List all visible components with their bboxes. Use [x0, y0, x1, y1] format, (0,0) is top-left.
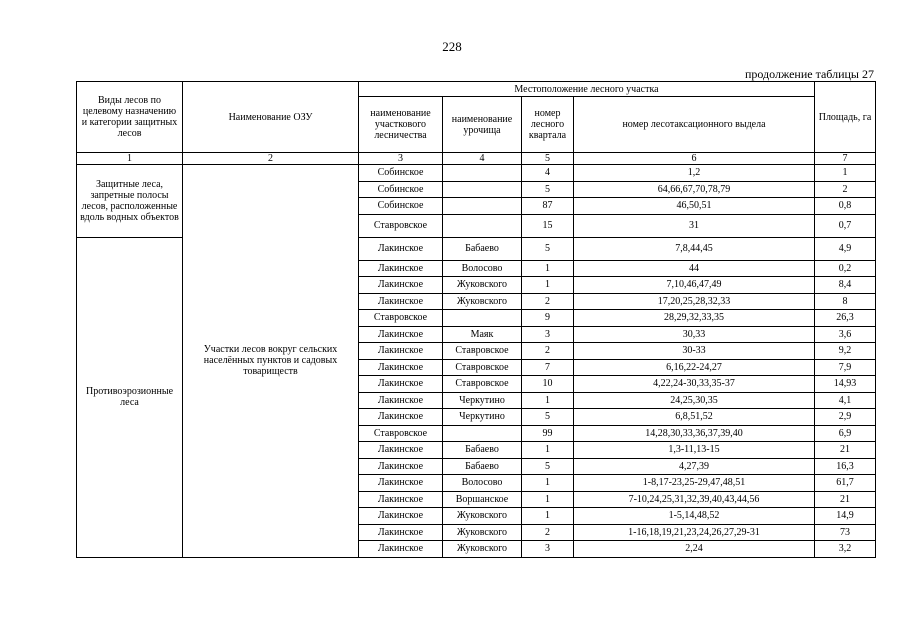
cell-forestry: Собинское: [359, 165, 443, 182]
table-row: [77, 165, 876, 182]
cell-forestry: Лакинское: [359, 376, 443, 393]
cell-quarter: 1: [522, 475, 574, 492]
table-continuation-label: продолжение таблицы 27: [744, 67, 874, 81]
cell-forestry: Ставровское: [359, 425, 443, 442]
cell-forestry: Лакинское: [359, 260, 443, 277]
cell-allotment: 28,29,32,33,35: [574, 310, 815, 327]
cell-tract: Ставровское: [443, 343, 522, 360]
cell-quarter: 1: [522, 491, 574, 508]
forest-type-cell: Противоэрозионные леса: [77, 237, 183, 557]
cell-forestry: Лакинское: [359, 343, 443, 360]
cell-quarter: 1: [522, 277, 574, 294]
cell-area: 16,3: [815, 458, 876, 475]
cell-forestry: Лакинское: [359, 277, 443, 294]
cell-forestry: Собинское: [359, 181, 443, 198]
cell-forestry: Лакинское: [359, 491, 443, 508]
cell-quarter: 1: [522, 392, 574, 409]
cell-area: 1: [815, 165, 876, 182]
cell-allotment: 7-10,24,25,31,32,39,40,43,44,56: [574, 491, 815, 508]
cell-quarter: 5: [522, 409, 574, 426]
cell-forestry: Лакинское: [359, 237, 443, 260]
cell-tract: Бабаево: [443, 237, 522, 260]
cell-allotment: 1,2: [574, 165, 815, 182]
header-tract: наименование урочища: [443, 97, 522, 153]
cell-quarter: 3: [522, 541, 574, 558]
cell-quarter: 5: [522, 458, 574, 475]
cell-allotment: 14,28,30,33,36,37,39,40: [574, 425, 815, 442]
cell-quarter: 2: [522, 293, 574, 310]
header-forest-type: Виды лесов по целевому назначению и категории защитных лесов: [77, 82, 183, 153]
cell-quarter: 1: [522, 508, 574, 525]
cell-tract: Бабаево: [443, 458, 522, 475]
col-number-2: 2: [183, 153, 359, 165]
cell-tract: Ставровское: [443, 376, 522, 393]
cell-forestry: Лакинское: [359, 458, 443, 475]
cell-forestry: Лакинское: [359, 409, 443, 426]
cell-forestry: Собинское: [359, 198, 443, 215]
cell-forestry: Лакинское: [359, 475, 443, 492]
cell-tract: Жуковского: [443, 293, 522, 310]
cell-tract: Волосово: [443, 475, 522, 492]
col-number-7: 7: [815, 153, 876, 165]
cell-tract: Жуковского: [443, 277, 522, 294]
cell-allotment: 2,24: [574, 541, 815, 558]
cell-area: 7,9: [815, 359, 876, 376]
cell-allotment: 31: [574, 214, 815, 237]
cell-tract: Волосово: [443, 260, 522, 277]
cell-area: 0,2: [815, 260, 876, 277]
header-ozu-name: Наименование ОЗУ: [183, 82, 359, 153]
cell-area: 14,93: [815, 376, 876, 393]
cell-allotment: 1-8,17-23,25-29,47,48,51: [574, 475, 815, 492]
cell-allotment: 1,3-11,13-15: [574, 442, 815, 459]
cell-allotment: 17,20,25,28,32,33: [574, 293, 815, 310]
col-number-5: 5: [522, 153, 574, 165]
header-location: Местоположение лесного участка: [359, 82, 815, 97]
cell-area: 3,2: [815, 541, 876, 558]
cell-area: 8: [815, 293, 876, 310]
cell-allotment: 6,8,51,52: [574, 409, 815, 426]
cell-tract: Жуковского: [443, 541, 522, 558]
header-quarter: номер лесного квартала: [522, 97, 574, 153]
cell-quarter: 2: [522, 524, 574, 541]
cell-quarter: 15: [522, 214, 574, 237]
col-number-1: 1: [77, 153, 183, 165]
cell-forestry: Ставровское: [359, 214, 443, 237]
page-number: 228: [442, 39, 462, 54]
cell-quarter: 7: [522, 359, 574, 376]
cell-area: 14,9: [815, 508, 876, 525]
cell-tract: [443, 214, 522, 237]
header-area: Площадь, га: [815, 82, 876, 153]
cell-area: 9,2: [815, 343, 876, 360]
cell-tract: Бабаево: [443, 442, 522, 459]
cell-allotment: 4,27,39: [574, 458, 815, 475]
cell-allotment: 30-33: [574, 343, 815, 360]
cell-allotment: 7,10,46,47,49: [574, 277, 815, 294]
cell-forestry: Лакинское: [359, 541, 443, 558]
cell-forestry: Ставровское: [359, 310, 443, 327]
cell-area: 73: [815, 524, 876, 541]
header-allotment: номер лесотаксационного выдела: [574, 97, 815, 153]
cell-forestry: Лакинское: [359, 326, 443, 343]
cell-area: 0,7: [815, 214, 876, 237]
cell-tract: Черкутино: [443, 392, 522, 409]
cell-forestry: Лакинское: [359, 442, 443, 459]
cell-area: 3,6: [815, 326, 876, 343]
cell-tract: Воршанское: [443, 491, 522, 508]
cell-area: 0,8: [815, 198, 876, 215]
cell-quarter: 2: [522, 343, 574, 360]
cell-area: 4,1: [815, 392, 876, 409]
cell-allotment: 1-16,18,19,21,23,24,26,27,29-31: [574, 524, 815, 541]
cell-allotment: 6,16,22-24,27: [574, 359, 815, 376]
cell-tract: [443, 310, 522, 327]
cell-allotment: 1-5,14,48,52: [574, 508, 815, 525]
cell-forestry: Лакинское: [359, 508, 443, 525]
cell-allotment: 64,66,67,70,78,79: [574, 181, 815, 198]
cell-quarter: 99: [522, 425, 574, 442]
cell-tract: [443, 165, 522, 182]
cell-area: 21: [815, 491, 876, 508]
cell-allotment: 30,33: [574, 326, 815, 343]
cell-area: 2: [815, 181, 876, 198]
cell-forestry: Лакинское: [359, 524, 443, 541]
cell-quarter: 87: [522, 198, 574, 215]
cell-allotment: 46,50,51: [574, 198, 815, 215]
cell-quarter: 4: [522, 165, 574, 182]
cell-allotment: 44: [574, 260, 815, 277]
cell-forestry: Лакинское: [359, 392, 443, 409]
forest-table: [76, 81, 876, 558]
cell-quarter: 1: [522, 260, 574, 277]
forest-type-cell: Защитные леса, запретные полосы лесов, расположенные вдоль водных объектов: [77, 165, 183, 238]
cell-area: 61,7: [815, 475, 876, 492]
cell-tract: [443, 181, 522, 198]
cell-quarter: 1: [522, 442, 574, 459]
cell-allotment: 7,8,44,45: [574, 237, 815, 260]
cell-area: 8,4: [815, 277, 876, 294]
col-number-6: 6: [574, 153, 815, 165]
ozu-name-cell: Участки лесов вокруг сельских населённых пунктов и садовых товариществ: [183, 165, 359, 558]
cell-area: 26,3: [815, 310, 876, 327]
cell-quarter: 5: [522, 181, 574, 198]
cell-tract: Ставровское: [443, 359, 522, 376]
cell-forestry: Лакинское: [359, 359, 443, 376]
cell-allotment: 4,22,24-30,33,35-37: [574, 376, 815, 393]
header-forestry: наименование участкового лесничества: [359, 97, 443, 153]
cell-area: 6,9: [815, 425, 876, 442]
cell-tract: [443, 198, 522, 215]
cell-tract: Жуковского: [443, 508, 522, 525]
col-number-4: 4: [443, 153, 522, 165]
cell-allotment: 24,25,30,35: [574, 392, 815, 409]
cell-forestry: Лакинское: [359, 293, 443, 310]
cell-quarter: 10: [522, 376, 574, 393]
cell-tract: Маяк: [443, 326, 522, 343]
cell-area: 4,9: [815, 237, 876, 260]
cell-area: 2,9: [815, 409, 876, 426]
cell-tract: [443, 425, 522, 442]
cell-area: 21: [815, 442, 876, 459]
cell-tract: Жуковского: [443, 524, 522, 541]
cell-quarter: 9: [522, 310, 574, 327]
cell-tract: Черкутино: [443, 409, 522, 426]
cell-quarter: 3: [522, 326, 574, 343]
col-number-3: 3: [359, 153, 443, 165]
cell-quarter: 5: [522, 237, 574, 260]
